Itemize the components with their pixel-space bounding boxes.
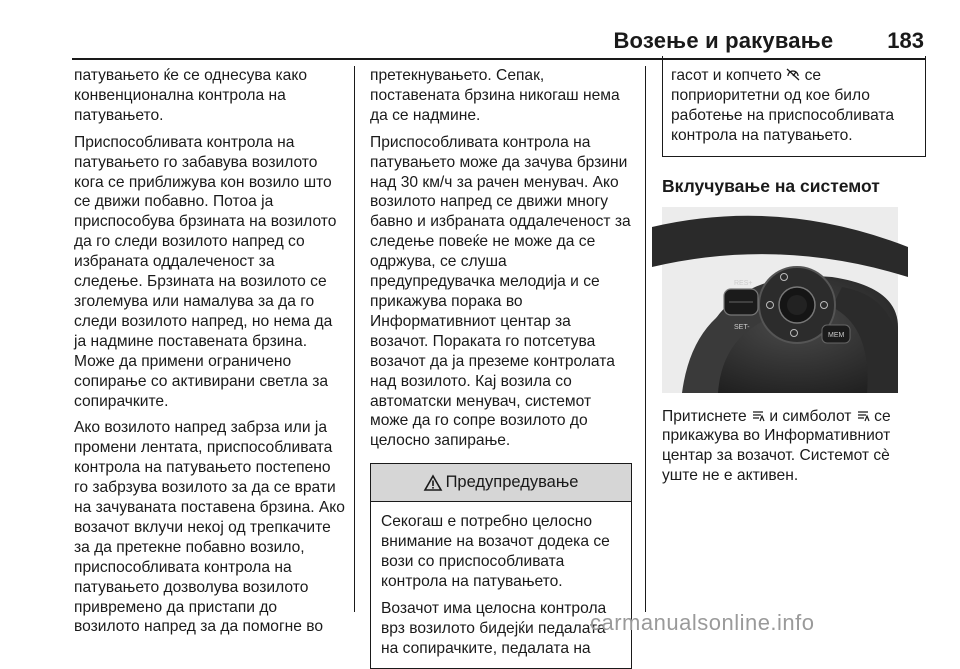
section-title: Вклучување на системот [662, 175, 880, 196]
paragraph [662, 407, 926, 487]
note-text: се поприоритетни од кое било работење на приспособливата контрола на патувањето. [671, 67, 895, 144]
warning-paragraph: Возачот има целосна контрола врз возилото бидејќи педалата на сопирачките, педалата на [381, 599, 607, 657]
paragraph: Ако возилото напред забрза или ја промени лентата, приспособливата контрола на патувањето постепено го забрзува возилото за да се врати на зачуваната поставена брзина. Ако возачот вклучи некој од трепкачите за да претекне побавно возило, приспособливата контрола на патувањето дозволува возилото привремено да пристапи до возилото напред за да помогне во [74, 419, 345, 636]
warning-box-continued [662, 56, 926, 157]
cancel-cruise-icon [786, 67, 800, 80]
warning-triangle-icon [424, 475, 442, 491]
warning-title: Предупредување [445, 472, 579, 491]
adaptive-cruise-icon [856, 408, 870, 421]
page-number: 183 [887, 28, 924, 53]
warning-body [371, 502, 631, 667]
warning-box [370, 463, 632, 668]
set-label: SET- [734, 323, 750, 331]
adaptive-cruise-icon [751, 408, 765, 421]
column-2 [370, 66, 632, 669]
paragraph: Приспособливата контрола на патувањето го забавува возилото кога се приближува кон возило што се движи побавно. Потоа ја приспособува брзината на возилото да го следи возилото напред со избраната оддалеченост за следење. Брзината на возилото се зголемува или намалува за да го следи возилото напред, но нема да ја надмине поставената брзина. Може да примени ограничено сопирање со активирани светла за сопирачките. [74, 133, 337, 410]
res-label: RES+ [734, 279, 753, 287]
column-divider-1 [354, 66, 355, 612]
steering-wheel-figure [662, 207, 898, 393]
paragraph: претекнувањето. Сепак, поставената брзина никогаш нема да се надмине. [370, 67, 620, 124]
paragraph: патувањето ќе се однесува како конвенционална контрола на патувањето. [74, 67, 308, 124]
warning-header [371, 464, 631, 502]
text: Притиснете [662, 407, 747, 425]
column-1 [74, 66, 346, 644]
text: и симболот [769, 407, 852, 425]
mem-label: MEM [828, 331, 845, 339]
column-3 [662, 66, 926, 493]
warning-paragraph: Секогаш е потребно целосно внимание на возачот додека се вози со приспособливата контрола на патувањето. [381, 513, 610, 590]
page-header [613, 28, 924, 54]
watermark: carmanualsonline.info [590, 610, 815, 635]
paragraph: Приспособливата контрола на патувањето може да зачува брзини над 30 км/ч за рачен менувач. Ако возилото напред се движи многу бавно и избраната оддалеченост за следење повеќе не може да се одржува, се слуша предупредувачка мелодија и се прикажува порака во Информативниот центар за возачот. Пораката го потсетува возачот да ја преземе контролата над возилото. Кај возила со автоматски менувач, системот може да го сопре возилото до целосно запирање. [370, 133, 631, 450]
text: се прикажува во Информативниот центар за возачот. Системот сè уште не е активен. [662, 407, 891, 485]
column-divider-2 [645, 66, 646, 612]
note-text: гасот и копчето [671, 67, 782, 84]
header-title: Возење и ракување [613, 28, 834, 53]
